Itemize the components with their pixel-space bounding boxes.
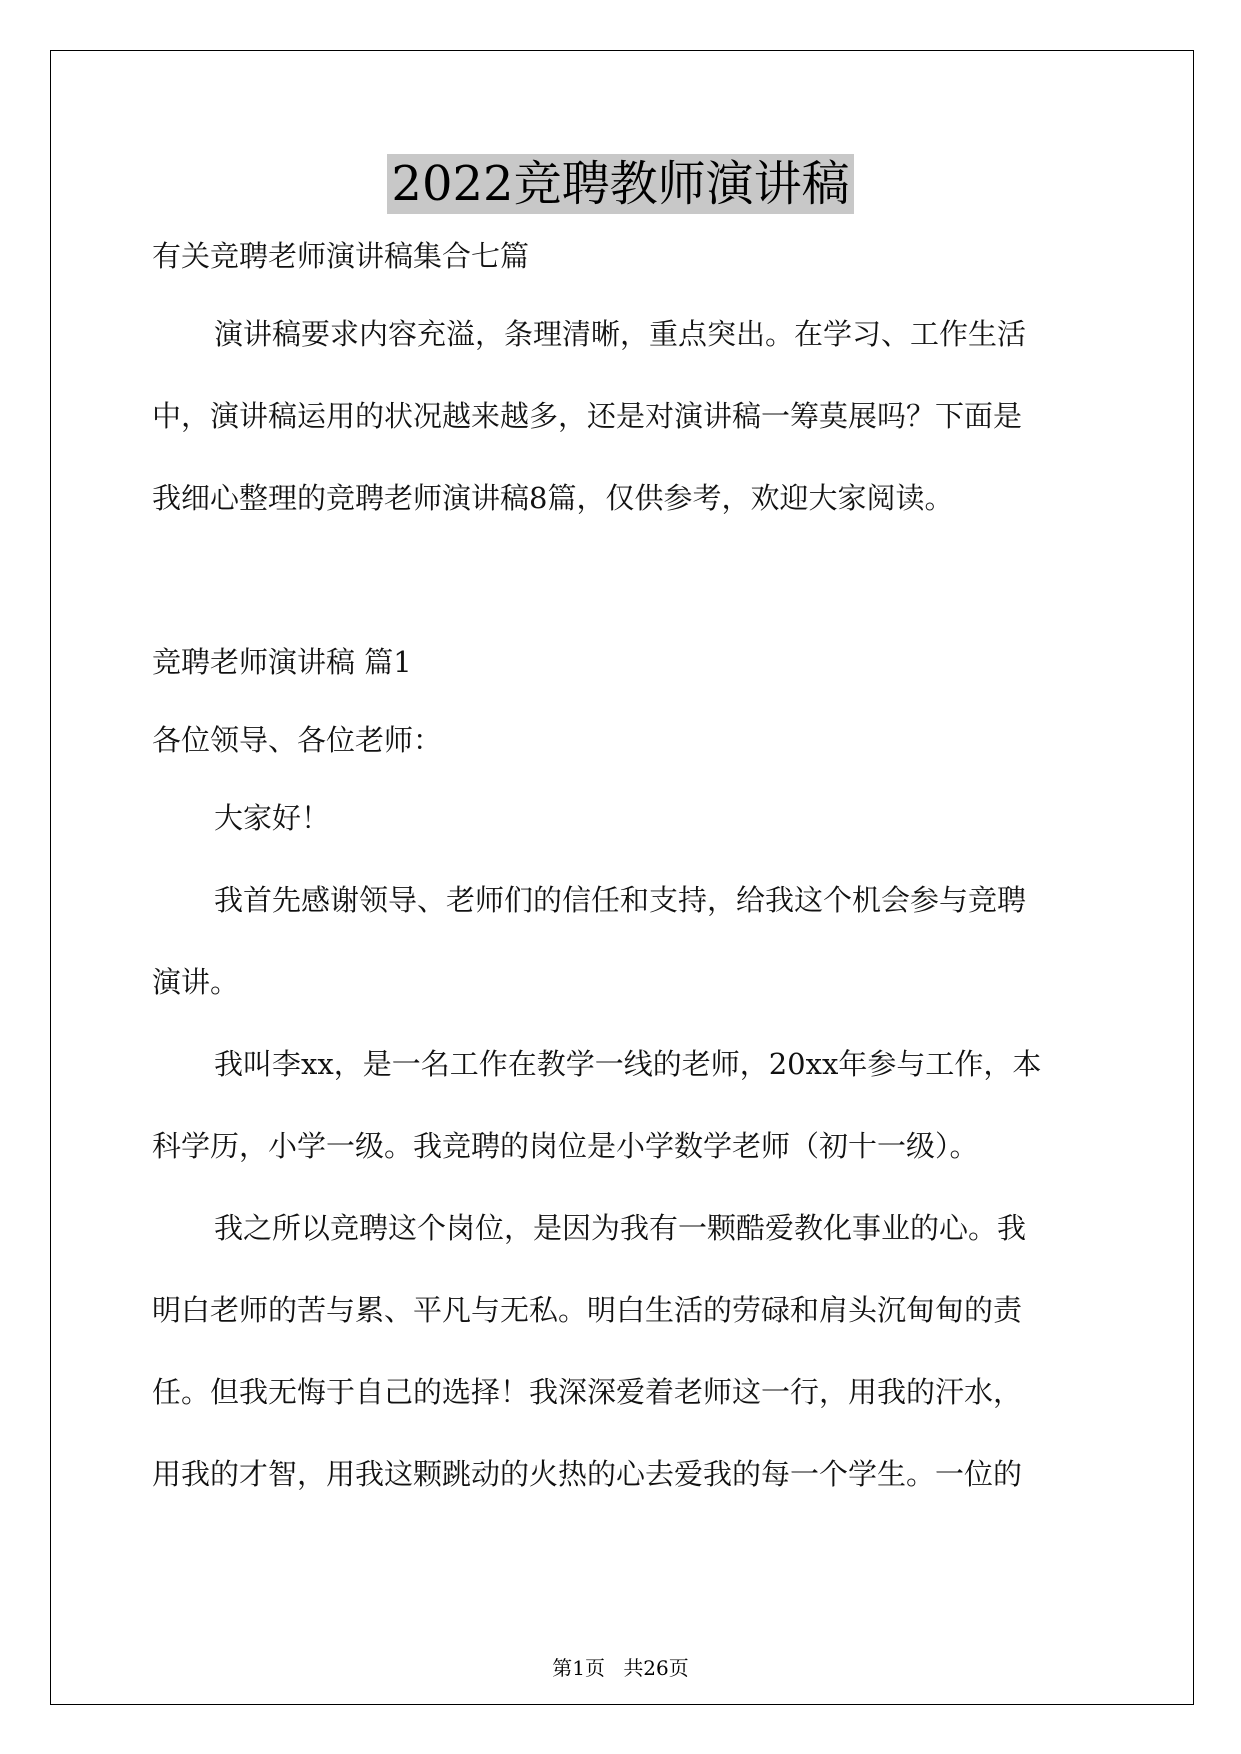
- body-line: 演讲。: [152, 965, 240, 999]
- subtitle: 有关竞聘老师演讲稿集合七篇: [152, 239, 530, 273]
- salutation: 各位领导、各位老师：: [152, 723, 443, 757]
- body-line: 我首先感谢领导、老师们的信任和支持，给我这个机会参与竞聘: [214, 883, 1027, 917]
- page-number-total: 共26页: [623, 1656, 689, 1680]
- body-line: 用我的才智，用我这颗跳动的火热的心去爱我的每一个学生。一位的: [152, 1457, 1023, 1491]
- body-line: 明白老师的苦与累、平凡与无私。明白生活的劳碌和肩头沉甸甸的责: [152, 1293, 1023, 1327]
- document-body: [152, 232, 1096, 1532]
- greeting: 大家好！: [214, 801, 331, 835]
- title-wrapper: [0, 154, 1241, 214]
- intro-line: 演讲稿要求内容充溢，条理清晰，重点突出。在学习、工作生活: [214, 317, 1027, 351]
- intro-line: 中，演讲稿运用的状况越来越多，还是对演讲稿一筹莫展吗？下面是: [152, 399, 1023, 433]
- body-line: 我叫李xx，是一名工作在教学一线的老师，20xx年参与工作，本: [214, 1047, 1042, 1081]
- document-title: 2022竞聘教师演讲稿: [387, 154, 853, 214]
- page-footer: [0, 1652, 1241, 1681]
- body-line: 任。但我无悔于自己的选择！我深深爱着老师这一行，用我的汗水，: [152, 1375, 1023, 1409]
- paragraph-gap: [152, 556, 1096, 638]
- page-number-current: 第1页: [552, 1656, 605, 1680]
- section-heading: 竞聘老师演讲稿 篇1: [152, 645, 412, 679]
- body-line: 我之所以竞聘这个岗位，是因为我有一颗酷爱教化事业的心。我: [214, 1211, 1027, 1245]
- intro-line: 我细心整理的竞聘老师演讲稿8篇，仅供参考，欢迎大家阅读。: [152, 481, 954, 515]
- body-line: 科学历，小学一级。我竞聘的岗位是小学数学老师（初十一级）。: [152, 1129, 979, 1163]
